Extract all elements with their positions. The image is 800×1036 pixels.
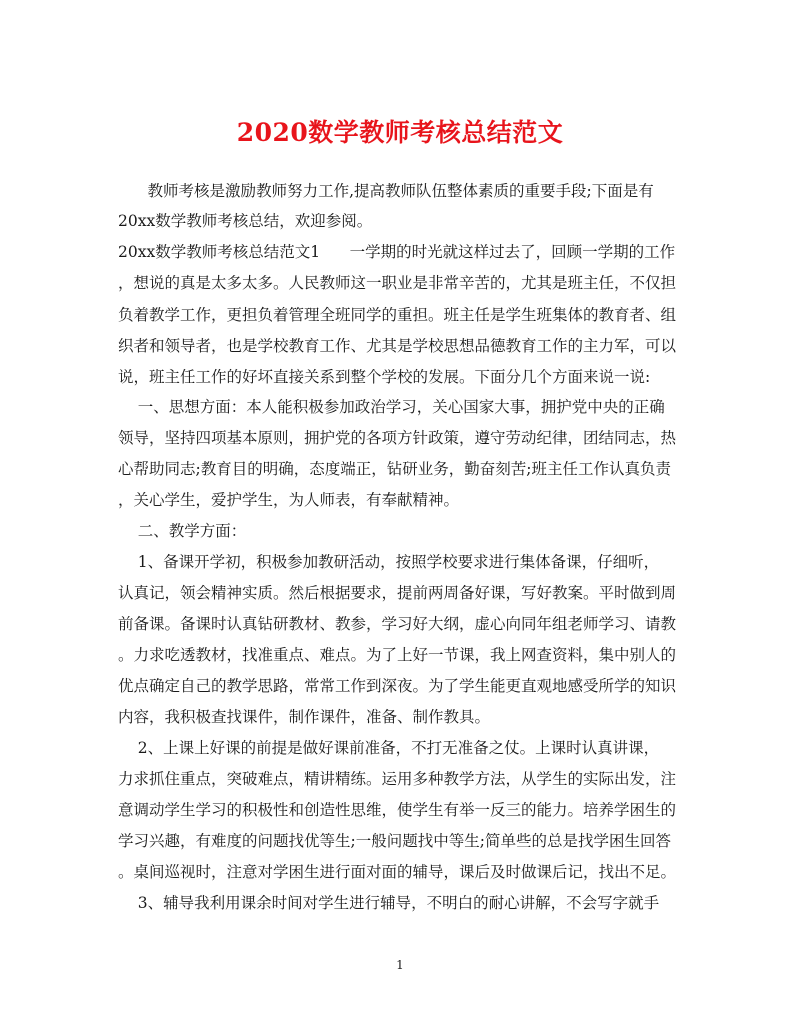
paragraph-line: ，关心学生，爱护学生，为人师表，有奉献精神。 [118,491,460,509]
paragraph-line: 前备课。备课时认真钻研教材、教参，学习好大纲，虚心向同年组老师学习、请教 [118,615,677,633]
paragraph-line: 优点确定自己的教学思路，常常工作到深夜。为了学生能更直观地感受所学的知识 [118,677,677,695]
paragraph-line: 说，班主任工作的好坏直接关系到整个学校的发展。下面分几个方面来说一说: [118,368,651,386]
paragraph-line: 2、上课上好课的前提是做好课前准备，不打无准备之仗。上课时认真讲课， [118,739,660,757]
paragraph-line: 负着教学工作，更担负着管理全班同学的重担。班主任是学生班集体的教育者、组 [118,306,677,324]
paragraph-line: 。力求吃透教材，找准重点、难点。为了上好一节课，我上网查资料，集中别人的 [118,646,677,664]
paragraph-line: 织者和领导者，也是学校教育工作、尤其是学校思想品德教育工作的主力军，可以 [118,337,677,355]
paragraph-line: 1、备课开学初，积极参加教研活动，按照学校要求进行集体备课，仔细听， [118,553,660,571]
paragraph-line: ，想说的真是太多太多。人民教师这一职业是非常辛苦的，尤其是班主任，不仅担 [118,274,677,292]
paragraph-line: 二、教学方面： [118,522,247,540]
paragraph-line: 一、思想方面：本人能积极参加政治学习，关心国家大事，拥护党中央的正确 [118,398,665,416]
paragraph-line: 认真记，领会精神实质。然后根据要求，提前两周备好课，写好教案。平时做到周 [118,584,677,602]
paragraph-line: 教师考核是激励教师努力工作,提高教师队伍整体素质的重要手段;下面是有 [118,182,654,200]
paragraph-line: 。桌间巡视时，注意对学困生进行面对面的辅导，课后及时做课后记，找出不足。 [118,863,677,881]
paragraph-line: 20xx数学教师考核总结，欢迎参阅。 [118,212,373,230]
paragraph-line: 意调动学生学习的积极性和创造性思维，使学生有举一反三的能力。培养学困生的 [118,801,677,819]
page-number: 1 [396,958,404,972]
paragraph-line: 3、辅导我利用课余时间对学生进行辅导，不明白的耐心讲解，不会写字就手 [118,894,660,912]
paragraph-line: 20xx数学教师考核总结范文1 一学期的时光就这样过去了，回顾一学期的工作 [118,243,676,261]
paragraph-line: 内容，我积极查找课件，制作课件，准备、制作教具。 [118,708,491,726]
document-title: 2020数学教师考核总结范文 [236,118,564,147]
paragraph-line: 学习兴趣，有难度的问题找优等生;一般问题找中等生;简单些的总是找学困生回答 [118,832,671,850]
paragraph-line: 领导，坚持四项基本原则，拥护党的各项方针政策，遵守劳动纪律，团结同志，热 [118,429,677,447]
paragraph-line: 心帮助同志;教育目的明确，态度端正，钻研业务，勤奋刻苦;班主任工作认真负责 [118,460,671,478]
paragraph-line: 力求抓住重点，突破难点，精讲精练。运用多种教学方法，从学生的实际出发，注 [118,770,677,788]
